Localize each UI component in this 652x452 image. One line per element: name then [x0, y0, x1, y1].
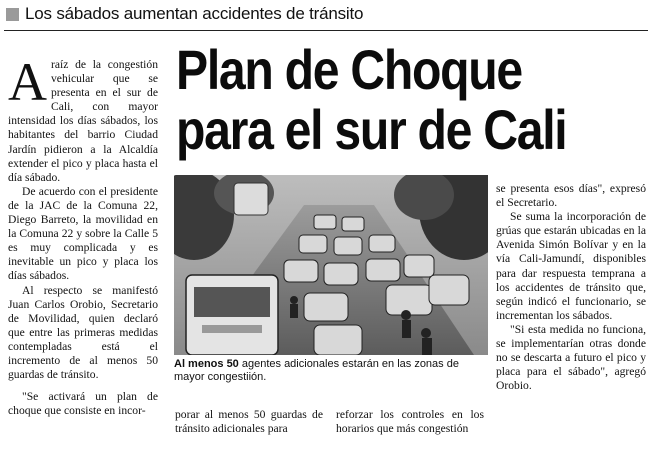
- article-column-2: [175, 408, 323, 436]
- dropcap: A: [8, 52, 47, 112]
- column-3-text: reforzar los controles en los horarios que más congestión: [336, 408, 484, 436]
- photo-caption: [174, 358, 490, 384]
- article-column-1: [8, 52, 158, 418]
- paragraph-1: [8, 52, 158, 185]
- section-marker-icon: [6, 8, 19, 21]
- article-column-4: [496, 182, 646, 393]
- column-2-text: porar al menos 50 guardas de tránsito adicionales para: [175, 408, 323, 436]
- paragraph-3: Al respecto se manifestó Juan Carlos Orobio, Secretario de Movilidad, quien declaró que entre las primeras medidas contempladas está el incremento de al menos 50 guardas de tránsito.: [8, 283, 158, 382]
- traffic-photo-image: [174, 175, 488, 355]
- paragraph-2: De acuerdo con el presidente de la JAC de la Comuna 22, Diego Barreto, la movilidad en la Comuna 22 y sobre la Calle 5 es muy complicada y es inevitable un pico y placa los días sábados.: [8, 184, 158, 283]
- paragraph-1-text: raíz de la congestión vehicular que se presenta en el sur de Cali, con mayor intensidad los días sábados, los habitantes del barrio Ciudad Jardín pidieron a la Alcaldía extender el pico y placa hasta el día sábado.: [8, 58, 158, 184]
- article-column-3: [336, 408, 484, 436]
- traffic-photo: [174, 175, 488, 355]
- header-rule: [4, 30, 648, 31]
- column-4-paragraph-3: "Si esta medida no funciona, se implementarían otras donde no se descarta a futuro el pico y placa para el sábado", agregó Orobio.: [496, 322, 646, 393]
- section-header: [6, 3, 363, 25]
- headline-line-2: para el sur de Cali: [176, 98, 567, 161]
- headline-line-1: Plan de Choque: [176, 38, 522, 101]
- column-4-paragraph-2: Se suma la incorporación de grúas que estarán ubicadas en la Avenida Simón Bolívar y en la vía Cali-Jamundí, disponibles para dar respuesta temprana a los accidentes de tránsito que, según indicó el funcionario, se incrementan los sábados.: [496, 210, 646, 322]
- caption-lead: Al menos 50: [174, 358, 239, 370]
- headline: [176, 40, 580, 160]
- section-title: Los sábados aumentan accidentes de tránsito: [25, 4, 364, 23]
- paragraph-4: "Se activará un plan de choque que consiste en incor-: [8, 390, 158, 418]
- column-4-paragraph-1: se presenta esos días", expresó el Secretario.: [496, 182, 646, 210]
- caption-text: agentes adicionales estarán en las zonas de mayor congestiión.: [174, 358, 459, 383]
